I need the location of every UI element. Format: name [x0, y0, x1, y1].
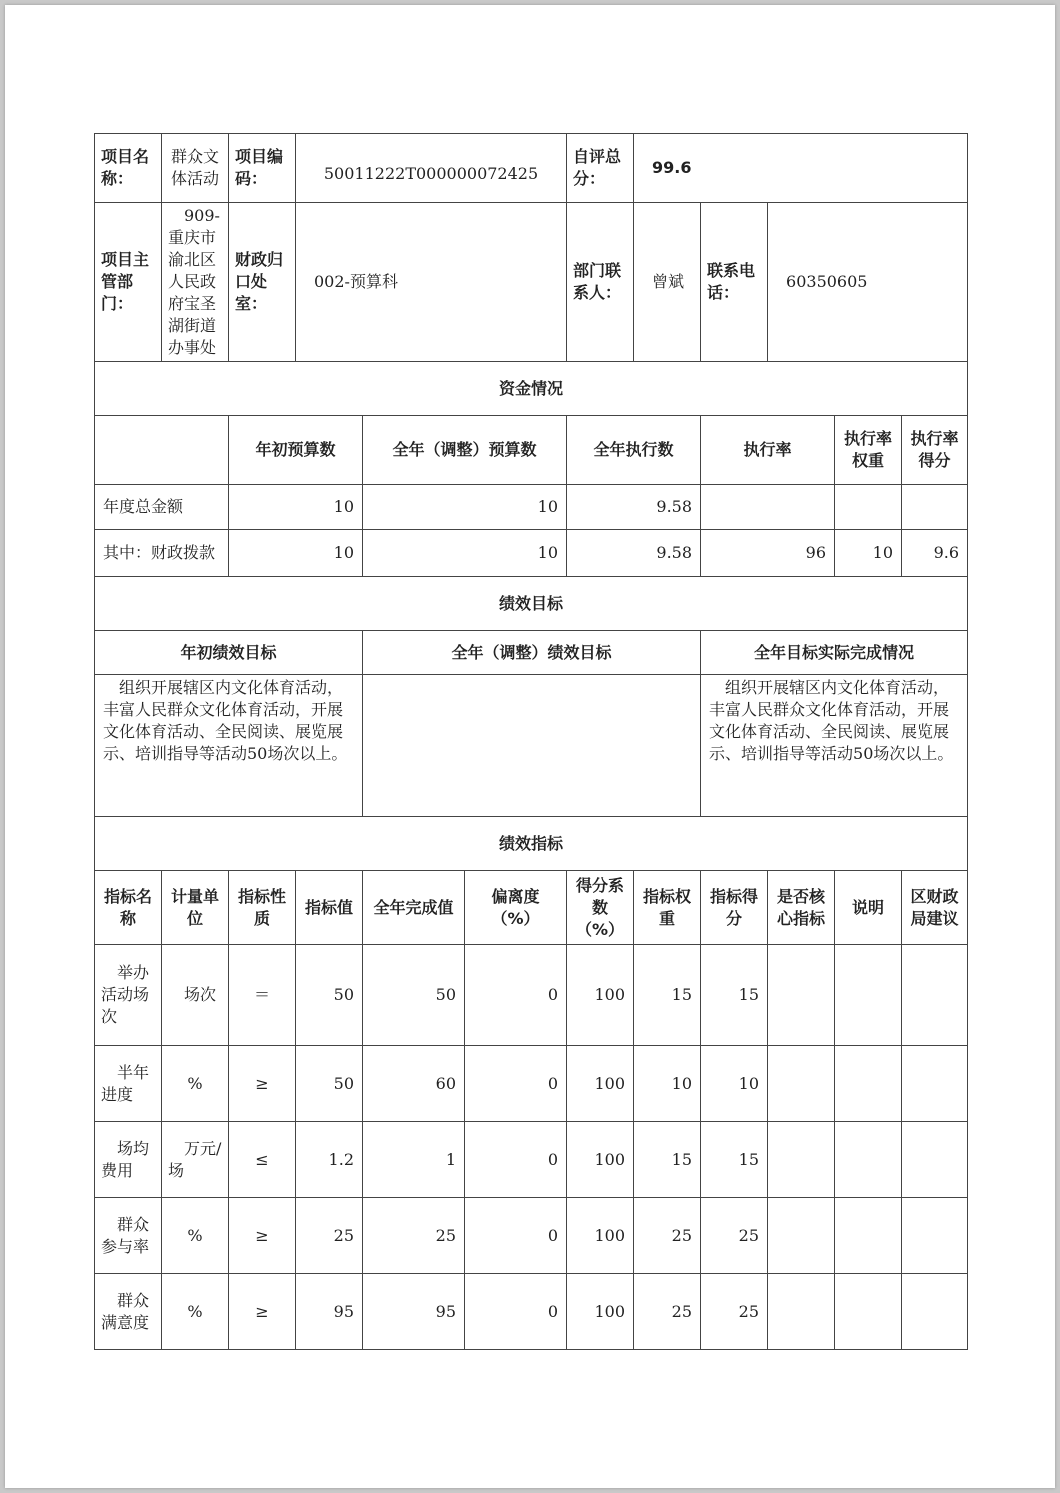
- fund-initial: 10: [229, 485, 363, 530]
- indicator-row: [95, 945, 968, 1046]
- col-note: 说明: [835, 871, 902, 945]
- fund-score: 9.6: [902, 530, 968, 577]
- indicator-target: 25: [296, 1198, 363, 1274]
- indicators-section-title: 绩效指标: [95, 817, 968, 871]
- col-rate-score: 执行率得分: [902, 416, 968, 485]
- indicator-unit: %: [162, 1198, 229, 1274]
- indicator-nature: ≥: [229, 1274, 296, 1350]
- goals-section-row: [95, 577, 968, 631]
- indicator-note: [835, 1198, 902, 1274]
- fund-weight: 10: [835, 530, 902, 577]
- indicator-coef: 100: [567, 1046, 634, 1122]
- dept-label: 项目主管部门：: [95, 203, 162, 362]
- indicator-deviation: 0: [465, 1274, 567, 1350]
- indicator-row: [95, 1122, 968, 1198]
- indicator-core: [768, 945, 835, 1046]
- goals-section-title: 绩效目标: [95, 577, 968, 631]
- indicator-advice: [902, 945, 968, 1046]
- fund-rate: [701, 485, 835, 530]
- indicators-header-row: [95, 871, 968, 945]
- indicator-actual: 1: [363, 1122, 465, 1198]
- indicators-section-row: [95, 817, 968, 871]
- indicator-weight: 15: [634, 945, 701, 1046]
- indicator-coef: 100: [567, 1122, 634, 1198]
- funds-section-title: 资金情况: [95, 362, 968, 416]
- indicator-name: 群众满意度: [95, 1274, 162, 1350]
- col-coef: 得分系数（%）: [567, 871, 634, 945]
- col-actual-goal: 全年目标实际完成情况: [701, 631, 968, 675]
- funds-header-blank: [95, 416, 229, 485]
- indicator-core: [768, 1046, 835, 1122]
- indicator-core: [768, 1274, 835, 1350]
- indicator-nature: ≥: [229, 1046, 296, 1122]
- header-row-1: [95, 134, 968, 203]
- fund-adjusted: 10: [363, 485, 567, 530]
- col-nature: 指标性质: [229, 871, 296, 945]
- indicator-score: 10: [701, 1046, 768, 1122]
- indicator-core: [768, 1198, 835, 1274]
- col-actual: 全年完成值: [363, 871, 465, 945]
- funds-header-row: [95, 416, 968, 485]
- fund-score: [902, 485, 968, 530]
- indicator-unit: 场次: [162, 945, 229, 1046]
- phone-label: 联系电话：: [701, 203, 768, 362]
- evaluation-table: [94, 133, 968, 1350]
- indicator-unit: 万元/场: [162, 1122, 229, 1198]
- indicator-weight: 10: [634, 1046, 701, 1122]
- indicator-nature: ＝: [229, 945, 296, 1046]
- indicator-core: [768, 1122, 835, 1198]
- fund-executed: 9.58: [567, 485, 701, 530]
- dept-value: 909-重庆市渝北区人民政府宝圣湖街道办事处: [162, 203, 229, 362]
- indicator-row: [95, 1274, 968, 1350]
- phone-value: 60350605: [768, 203, 968, 362]
- indicator-nature: ≥: [229, 1198, 296, 1274]
- goals-content-row: [95, 675, 968, 817]
- actual-goal-text: 组织开展辖区内文化体育活动，丰富人民群众文化体育活动，开展文化体育活动、全民阅读、展览展示、培训指导等活动50场次以上。: [701, 675, 968, 817]
- project-code-label: 项目编码：: [229, 134, 296, 203]
- contact-value: 曾斌: [634, 203, 701, 362]
- indicator-target: 95: [296, 1274, 363, 1350]
- indicator-row: [95, 1046, 968, 1122]
- col-core: 是否核心指标: [768, 871, 835, 945]
- indicator-deviation: 0: [465, 1122, 567, 1198]
- indicator-name: 举办活动场次: [95, 945, 162, 1046]
- fund-executed: 9.58: [567, 530, 701, 577]
- col-exec-rate: 执行率: [701, 416, 835, 485]
- self-score-label: 自评总分：: [567, 134, 634, 203]
- fund-adjusted: 10: [363, 530, 567, 577]
- finance-office-label: 财政归口处室：: [229, 203, 296, 362]
- indicator-nature: ≤: [229, 1122, 296, 1198]
- col-score: 指标得分: [701, 871, 768, 945]
- indicator-unit: %: [162, 1046, 229, 1122]
- indicator-actual: 95: [363, 1274, 465, 1350]
- col-indicator-name: 指标名称: [95, 871, 162, 945]
- indicator-actual: 50: [363, 945, 465, 1046]
- goals-header-row: [95, 631, 968, 675]
- indicator-weight: 15: [634, 1122, 701, 1198]
- fund-row-name: 年度总金额: [95, 485, 229, 530]
- indicator-deviation: 0: [465, 1198, 567, 1274]
- indicator-target: 50: [296, 1046, 363, 1122]
- col-advice: 区财政局建议: [902, 871, 968, 945]
- col-initial-goal: 年初绩效目标: [95, 631, 363, 675]
- col-deviation: 偏离度（%）: [465, 871, 567, 945]
- indicator-coef: 100: [567, 945, 634, 1046]
- fund-rate: 96: [701, 530, 835, 577]
- contact-label: 部门联系人：: [567, 203, 634, 362]
- col-rate-weight: 执行率权重: [835, 416, 902, 485]
- indicator-note: [835, 1046, 902, 1122]
- initial-goal-text: 组织开展辖区内文化体育活动，丰富人民群众文化体育活动，开展文化体育活动、全民阅读、展览展示、培训指导等活动50场次以上。: [95, 675, 363, 817]
- indicator-note: [835, 1274, 902, 1350]
- indicator-advice: [902, 1046, 968, 1122]
- project-name-label: 项目名称：: [95, 134, 162, 203]
- col-target: 指标值: [296, 871, 363, 945]
- finance-office-value: 002-预算科: [296, 203, 567, 362]
- fund-row-name: 其中：财政拨款: [95, 530, 229, 577]
- project-name: 群众文体活动: [162, 134, 229, 203]
- fund-weight: [835, 485, 902, 530]
- col-adjusted-goal: 全年（调整）绩效目标: [363, 631, 701, 675]
- indicator-actual: 25: [363, 1198, 465, 1274]
- indicator-weight: 25: [634, 1274, 701, 1350]
- indicator-note: [835, 1122, 902, 1198]
- header-row-2: [95, 203, 968, 362]
- indicator-deviation: 0: [465, 1046, 567, 1122]
- indicator-actual: 60: [363, 1046, 465, 1122]
- indicator-coef: 100: [567, 1274, 634, 1350]
- indicator-weight: 25: [634, 1198, 701, 1274]
- funds-section-row: [95, 362, 968, 416]
- funds-row-total: [95, 485, 968, 530]
- fund-initial: 10: [229, 530, 363, 577]
- indicator-advice: [902, 1274, 968, 1350]
- indicator-name: 群众参与率: [95, 1198, 162, 1274]
- indicator-deviation: 0: [465, 945, 567, 1046]
- col-unit: 计量单位: [162, 871, 229, 945]
- adjusted-goal-text: [363, 675, 701, 817]
- indicator-score: 15: [701, 945, 768, 1046]
- col-weight: 指标权重: [634, 871, 701, 945]
- indicator-score: 15: [701, 1122, 768, 1198]
- indicator-name: 半年进度: [95, 1046, 162, 1122]
- indicator-advice: [902, 1198, 968, 1274]
- col-adjusted-budget: 全年（调整）预算数: [363, 416, 567, 485]
- indicator-advice: [902, 1122, 968, 1198]
- self-score: 99.6: [634, 134, 968, 203]
- indicator-name: 场均费用: [95, 1122, 162, 1198]
- indicator-coef: 100: [567, 1198, 634, 1274]
- indicator-row: [95, 1198, 968, 1274]
- indicator-score: 25: [701, 1274, 768, 1350]
- indicator-target: 1.2: [296, 1122, 363, 1198]
- funds-row-fiscal: [95, 530, 968, 577]
- col-initial-budget: 年初预算数: [229, 416, 363, 485]
- indicator-note: [835, 945, 902, 1046]
- col-executed: 全年执行数: [567, 416, 701, 485]
- indicator-unit: %: [162, 1274, 229, 1350]
- indicator-score: 25: [701, 1198, 768, 1274]
- project-code: 50011222T000000072425: [296, 134, 567, 203]
- indicator-target: 50: [296, 945, 363, 1046]
- document-page: [5, 5, 1055, 1488]
